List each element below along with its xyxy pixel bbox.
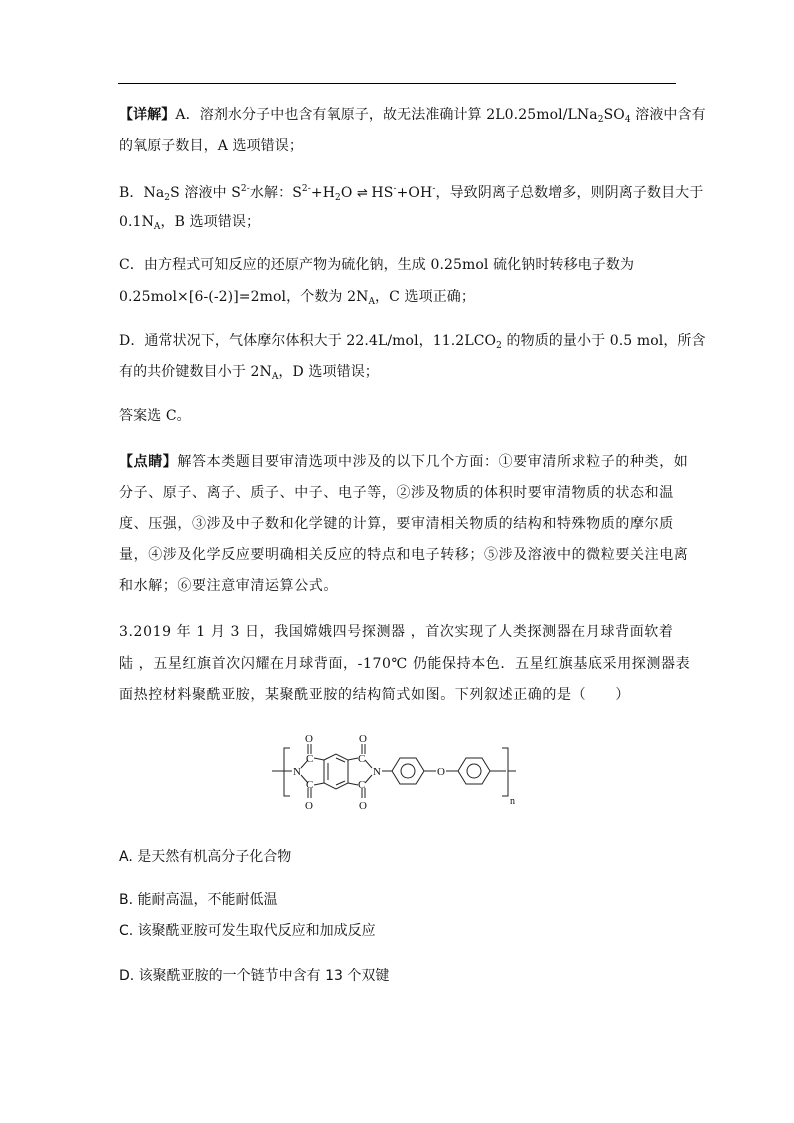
tips-line4: 量，④涉及化学反应要明确相关反应的特点和电子转移；⑤涉及溶液中的微粒要关注电离 xyxy=(119,547,689,563)
tips-line5: 和水解；⑥要注意审清运算公式。 xyxy=(119,578,338,594)
question-line2: 陆 ，五星红旗首次闪耀在月球背面，-170℃ 仍能保持本色．五星红旗基底采用探测器表 xyxy=(119,656,691,672)
atom-n-right: N xyxy=(373,766,381,778)
atom-o-right-top: O xyxy=(359,733,367,745)
polyimide-structure xyxy=(270,730,530,810)
detail-A-line1: 【详解】A．溶剂水分子中也含有氧原子，故无法准确计算 $2L0.25mol/LNa_2SO_4$ 溶液中含有 xyxy=(119,107,706,125)
detail-C-line2: 0.25mol×[6-(-2)]=2mol，个数为 $2N_A$，C 选项正确； xyxy=(119,289,476,307)
header-rule xyxy=(118,83,676,84)
atom-o-right-bottom: O xyxy=(359,800,367,810)
question-line3: 面热控材料聚酰亚胺，某聚酰亚胺的结构简式如图。下列叙述正确的是（ ） xyxy=(119,687,630,703)
option-A: A. 是天然有机高分子化合物 xyxy=(119,849,292,865)
option-B: B. 能耐高温，不能耐低温 xyxy=(119,892,278,908)
detail-answer: 答案选 C。 xyxy=(119,408,191,424)
tips-line2: 分子、原子、离子、质子、中子、电子等，②涉及物质的体积时要审清物质的状态和温 xyxy=(119,485,674,501)
atom-o-ether: O xyxy=(437,766,445,778)
equilibrium-arrow: ⇌ xyxy=(356,186,367,201)
atom-c-right-top: C xyxy=(358,753,366,765)
option-D: D. 该聚酰亚胺的一个链节中含有 13 个双键 xyxy=(119,968,390,984)
tips-line3: 度、压强，③涉及中子数和化学键的计算，要审清相关物质的结构和特殊物质的摩尔质 xyxy=(119,516,674,532)
atom-c-left-bottom: C xyxy=(306,779,314,791)
detail-D-line1: D．通常状况下，气体摩尔体积大于 22.4L/mol，$11.2LCO_2$ 的物质的量小于 0.5 mol，所含 xyxy=(119,333,706,351)
detail-A-line2: 的氧原子数目，A 选项错误； xyxy=(119,138,303,154)
question-line1: 3.2019 年 1 月 3 日，我国嫦娥四号探测器 ，首次实现了人类探测器在月球背面软着 xyxy=(119,624,674,640)
tips-line1: 【点睛】解答本类题目要审清选项中涉及的以下几个方面：①要审清所求粒子的种类，如 xyxy=(119,454,689,470)
atom-o-left-bottom: O xyxy=(305,800,313,810)
detail-B-line1: B．$Na_2S$ 溶液中 $S^{2-}$水解：$S^{2-}+H_2O$ ⇌ HS-+OH-，导致阴离子总数增多，则阴离子数目大于 xyxy=(119,184,704,203)
option-C: C. 该聚酰亚胺可发生取代反应和加成反应 xyxy=(119,923,376,939)
atom-n-left: N xyxy=(293,766,301,778)
atom-c-left-top: C xyxy=(306,753,314,765)
repeat-n: n xyxy=(510,796,515,807)
atom-c-right-bottom: C xyxy=(358,779,366,791)
atom-o-left-top: O xyxy=(305,733,313,745)
detail-title: 【详解】 xyxy=(119,107,176,123)
detail-C-line1: C．由方程式可知反应的还原产物为硫化钠，生成 0.25mol 硫化钠时转移电子数为 xyxy=(119,257,635,273)
tips-title: 【点睛】 xyxy=(119,454,178,470)
detail-B-line2: $0.1N_A$，B 选项错误； xyxy=(119,214,261,232)
detail-D-line2: 有的共价键数目小于 $2N_A$，D 选项错误； xyxy=(119,364,379,382)
